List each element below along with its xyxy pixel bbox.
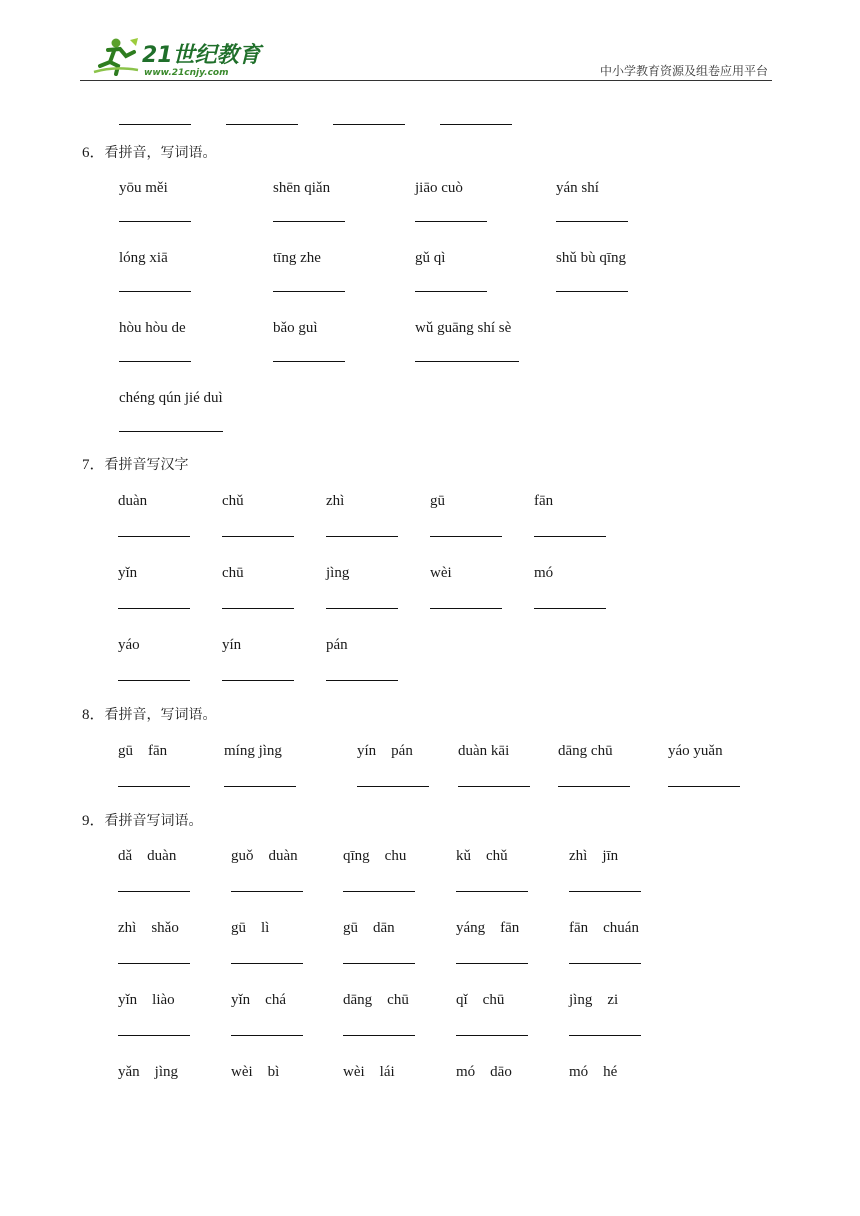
pinyin-prompt: qīng chu: [343, 848, 407, 864]
pinyin-prompt: yáng fān: [456, 920, 520, 936]
pinyin-prompt: yín pán: [357, 743, 413, 759]
answer-line[interactable]: [558, 786, 630, 787]
pinyin-prompt: yáo yuǎn: [668, 743, 723, 759]
pinyin-prompt: gǔ qì: [415, 250, 446, 266]
pinyin-prompt: shǔ bù qīng: [556, 250, 627, 266]
answer-line[interactable]: [343, 963, 415, 964]
answer-line[interactable]: [534, 536, 606, 537]
pinyin-prompt: gū: [430, 493, 445, 509]
answer-line[interactable]: [430, 608, 502, 609]
pinyin-prompt: yán shí: [556, 180, 599, 196]
answer-line[interactable]: [222, 608, 294, 609]
pinyin-prompt: dāng chū: [558, 743, 613, 759]
answer-line[interactable]: [569, 963, 641, 964]
answer-line[interactable]: [456, 1035, 528, 1036]
answer-line[interactable]: [118, 963, 190, 964]
pinyin-prompt: gū fān: [118, 743, 168, 759]
answer-line[interactable]: [569, 891, 641, 892]
question-title: 看拼音写汉字: [104, 457, 189, 473]
pinyin-prompt: yǐn chá: [231, 992, 286, 1008]
question-heading: [82, 708, 217, 723]
answer-line[interactable]: [119, 221, 191, 222]
pinyin-prompt: yǎn jìng: [118, 1064, 178, 1080]
question-heading: [82, 814, 203, 829]
answer-line[interactable]: [231, 1035, 303, 1036]
answer-line[interactable]: [326, 536, 398, 537]
pinyin-prompt: wèi lái: [343, 1064, 395, 1080]
question-heading: [82, 146, 217, 161]
pinyin-prompt: pán: [326, 637, 348, 653]
pinyin-prompt: dāng chū: [343, 992, 409, 1008]
pinyin-prompt: jìng zi: [569, 992, 619, 1008]
answer-line[interactable]: [273, 291, 345, 292]
question-heading: [82, 458, 189, 473]
pinyin-prompt: yǐn: [118, 565, 138, 581]
answer-line[interactable]: [456, 891, 528, 892]
answer-line[interactable]: [415, 221, 487, 222]
answer-line[interactable]: [119, 291, 191, 292]
pinyin-prompt: zhì: [326, 493, 345, 509]
answer-line[interactable]: [273, 361, 345, 362]
pinyin-prompt: mó: [534, 565, 554, 581]
answer-line[interactable]: [415, 291, 487, 292]
answer-line[interactable]: [458, 786, 530, 787]
answer-line[interactable]: [118, 786, 190, 787]
answer-line[interactable]: [326, 680, 398, 681]
pinyin-prompt: yōu měi: [119, 180, 168, 196]
pinyin-prompt: gū dān: [343, 920, 395, 936]
pinyin-prompt: duàn kāi: [458, 743, 510, 759]
answer-line[interactable]: [119, 431, 223, 432]
answer-line[interactable]: [222, 680, 294, 681]
pinyin-prompt: dǎ duàn: [118, 848, 177, 864]
pinyin-prompt: chū: [222, 565, 244, 581]
answer-line[interactable]: [326, 608, 398, 609]
pinyin-prompt: jiāo cuò: [415, 180, 463, 196]
svg-text:www.21cnjy.com: www.21cnjy.com: [144, 68, 229, 78]
pinyin-prompt: zhì jīn: [569, 848, 619, 864]
pinyin-prompt: yáo: [118, 637, 140, 653]
answer-line[interactable]: [119, 124, 191, 125]
answer-line[interactable]: [119, 361, 191, 362]
pinyin-prompt: wèi: [430, 565, 452, 581]
svg-text:21世纪教育: 21世纪教育: [142, 43, 261, 68]
pinyin-prompt: wèi bì: [231, 1064, 280, 1080]
answer-line[interactable]: [569, 1035, 641, 1036]
pinyin-prompt: fān: [534, 493, 554, 509]
answer-line[interactable]: [430, 536, 502, 537]
pinyin-prompt: míng jìng: [224, 743, 282, 759]
answer-line[interactable]: [556, 291, 628, 292]
pinyin-prompt: tīng zhe: [273, 250, 321, 266]
answer-line[interactable]: [118, 680, 190, 681]
question-number: 7．: [82, 457, 105, 473]
answer-line[interactable]: [534, 608, 606, 609]
answer-line[interactable]: [343, 1035, 415, 1036]
answer-line[interactable]: [440, 124, 512, 125]
answer-line[interactable]: [224, 786, 296, 787]
question-number: 9．: [82, 813, 105, 829]
answer-line[interactable]: [118, 891, 190, 892]
pinyin-prompt: jìng: [326, 565, 350, 581]
pinyin-prompt: kǔ chǔ: [456, 848, 508, 864]
pinyin-prompt: mó dāo: [456, 1064, 512, 1080]
answer-line[interactable]: [415, 361, 519, 362]
answer-line[interactable]: [231, 963, 303, 964]
pinyin-prompt: wǔ guāng shí sè: [415, 320, 512, 336]
pinyin-prompt: hòu hòu de: [119, 320, 186, 336]
platform-name: 中小学教育资源及组卷应用平台: [599, 64, 768, 78]
answer-line[interactable]: [222, 536, 294, 537]
pinyin-prompt: mó hé: [569, 1064, 618, 1080]
question-number: 6．: [82, 145, 105, 161]
question-title: 看拼音，写词语。: [104, 707, 217, 723]
answer-line[interactable]: [118, 1035, 190, 1036]
answer-line[interactable]: [118, 536, 190, 537]
pinyin-prompt: lóng xiā: [119, 250, 168, 266]
answer-line[interactable]: [118, 608, 190, 609]
answer-line[interactable]: [456, 963, 528, 964]
pinyin-prompt: yín: [222, 637, 242, 653]
answer-line[interactable]: [343, 891, 415, 892]
question-title: 看拼音，写词语。: [104, 145, 217, 161]
answer-line[interactable]: [357, 786, 429, 787]
answer-line[interactable]: [556, 221, 628, 222]
pinyin-prompt: duàn: [118, 493, 148, 509]
pinyin-prompt: fān chuán: [569, 920, 639, 936]
answer-line[interactable]: [273, 221, 345, 222]
pinyin-prompt: chéng qún jié duì: [119, 390, 223, 406]
pinyin-prompt: shēn qiǎn: [273, 180, 331, 196]
question-number: 8．: [82, 707, 105, 723]
pinyin-prompt: bǎo guì: [273, 320, 318, 336]
pinyin-prompt: zhì shǎo: [118, 920, 179, 936]
answer-line[interactable]: [333, 124, 405, 125]
answer-line[interactable]: [668, 786, 740, 787]
answer-line[interactable]: [231, 891, 303, 892]
question-title: 看拼音写词语。: [104, 813, 203, 829]
pinyin-prompt: yǐn liào: [118, 992, 175, 1008]
pinyin-prompt: guǒ duàn: [231, 848, 298, 864]
answer-line[interactable]: [226, 124, 298, 125]
pinyin-prompt: gū lì: [231, 920, 270, 936]
pinyin-prompt: chǔ: [222, 493, 244, 509]
pinyin-prompt: qǐ chū: [456, 992, 505, 1008]
